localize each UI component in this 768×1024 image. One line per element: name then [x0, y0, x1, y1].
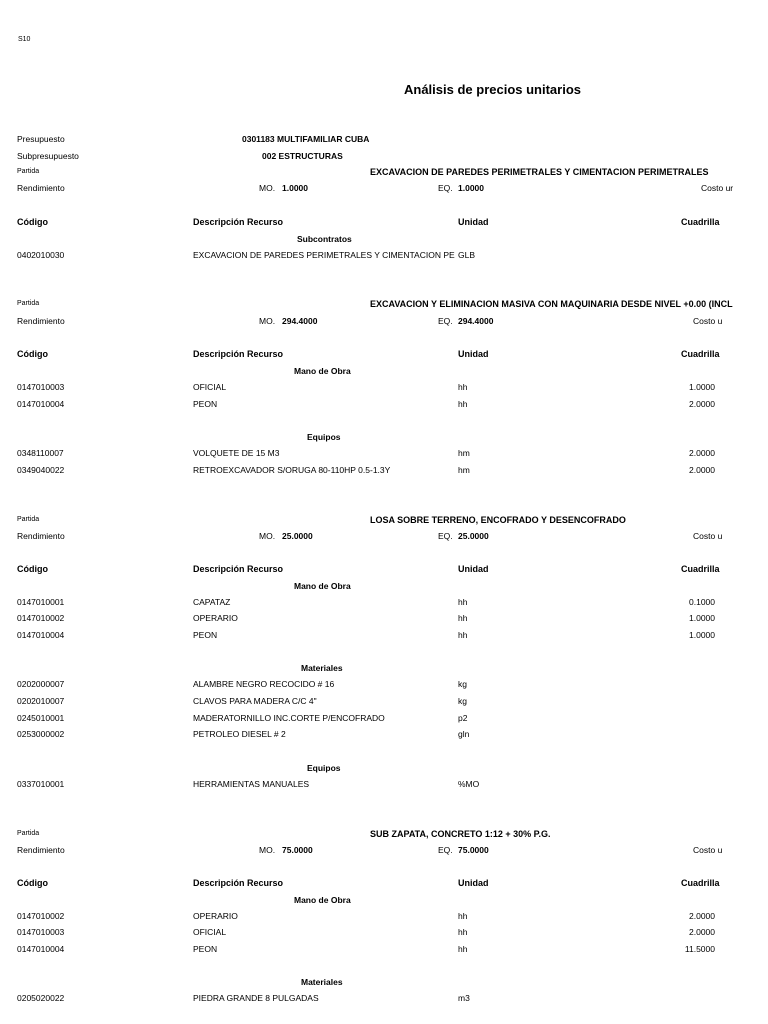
rendimiento-label: Rendimiento: [17, 845, 65, 855]
resource-unit: hh: [458, 630, 468, 640]
resource-unit: %MO: [458, 779, 480, 789]
group-title: Equipos: [307, 432, 341, 442]
resource-desc: PEON: [193, 399, 218, 409]
partida-title: EXCAVACION DE PAREDES PERIMETRALES Y CIMENTACION PERIMETRALES: [370, 167, 709, 177]
resource-code: 0147010003: [17, 382, 65, 392]
resource-unit: hh: [458, 399, 468, 409]
resource-code: 0147010002: [17, 613, 65, 623]
costo-unitario-label: Costo u: [693, 845, 723, 855]
resource-cuadrilla: 1.0000: [689, 630, 715, 640]
resource-desc: CLAVOS PARA MADERA C/C 4": [193, 696, 317, 706]
report-code: S10: [18, 36, 31, 43]
resource-desc: MADERATORNILLO INC.CORTE P/ENCOFRADO: [193, 713, 385, 723]
col-codigo: Código: [17, 349, 48, 359]
eq-label: EQ.: [438, 316, 453, 326]
col-descripcion: Descripción Recurso: [193, 217, 284, 227]
resource-code: 0147010004: [17, 944, 65, 954]
col-cuadrilla: Cuadrilla: [681, 349, 720, 359]
resource-unit: p2: [458, 713, 468, 723]
partida-title: SUB ZAPATA, CONCRETO 1:12 + 30% P.G.: [370, 829, 551, 839]
resource-desc: PEON: [193, 944, 218, 954]
resource-cuadrilla: 2.0000: [689, 927, 715, 937]
resource-cuadrilla: 2.0000: [689, 448, 715, 458]
resource-code: 0205020022: [17, 993, 65, 1003]
resource-desc: EXCAVACION DE PAREDES PERIMETRALES Y CIMENTACION PE: [193, 250, 455, 260]
eq-value: 75.0000: [458, 845, 489, 855]
resource-unit: kg: [458, 679, 467, 689]
resource-unit: hm: [458, 465, 470, 475]
costo-unitario-label: Costo u: [693, 531, 723, 541]
rendimiento-label: Rendimiento: [17, 183, 65, 193]
mo-value: 25.0000: [282, 531, 313, 541]
mo-value: 1.0000: [282, 183, 308, 193]
col-codigo: Código: [17, 217, 48, 227]
eq-label: EQ.: [438, 183, 453, 193]
resource-code: 0337010001: [17, 779, 65, 789]
partida-label: Partida: [17, 300, 40, 307]
mo-value: 75.0000: [282, 845, 313, 855]
partida-title: LOSA SOBRE TERRENO, ENCOFRADO Y DESENCOFRADO: [370, 515, 626, 525]
col-cuadrilla: Cuadrilla: [681, 217, 720, 227]
page-title: Análisis de precios unitarios: [404, 82, 581, 97]
mo-value: 294.4000: [282, 316, 318, 326]
mo-label: MO.: [259, 845, 276, 855]
resource-unit: hh: [458, 382, 468, 392]
resource-unit: GLB: [458, 250, 476, 260]
col-unidad: Unidad: [458, 349, 489, 359]
col-cuadrilla: Cuadrilla: [681, 564, 720, 574]
resource-unit: m3: [458, 993, 470, 1003]
resource-desc: OFICIAL: [193, 927, 227, 937]
col-descripcion: Descripción Recurso: [193, 878, 284, 888]
resource-desc: PEON: [193, 630, 218, 640]
group-title: Mano de Obra: [294, 581, 351, 591]
resource-code: 0147010004: [17, 399, 65, 409]
group-title: Materiales: [301, 977, 343, 987]
resource-unit: hh: [458, 613, 468, 623]
col-cuadrilla: Cuadrilla: [681, 878, 720, 888]
partida-label: Partida: [17, 168, 40, 175]
partida-label: Partida: [17, 830, 40, 837]
resource-unit: hh: [458, 597, 468, 607]
resource-code: 0147010002: [17, 911, 65, 921]
costo-unitario-label: Costo ur: [701, 183, 734, 193]
resource-code: 0402010030: [17, 250, 65, 260]
resource-unit: hh: [458, 911, 468, 921]
col-descripcion: Descripción Recurso: [193, 564, 284, 574]
resource-code: 0202000007: [17, 679, 65, 689]
resource-desc: OPERARIO: [193, 613, 238, 623]
resource-unit: hh: [458, 927, 468, 937]
resource-code: 0147010004: [17, 630, 65, 640]
mo-label: MO.: [259, 531, 276, 541]
col-codigo: Código: [17, 564, 48, 574]
group-title: Materiales: [301, 663, 343, 673]
col-unidad: Unidad: [458, 878, 489, 888]
subpresupuesto-value: 002 ESTRUCTURAS: [262, 151, 343, 161]
eq-value: 1.0000: [458, 183, 484, 193]
presupuesto-label: Presupuesto: [17, 134, 65, 144]
resource-desc: PIEDRA GRANDE 8 PULGADAS: [193, 993, 319, 1003]
resource-unit: kg: [458, 696, 467, 706]
resource-desc: VOLQUETE DE 15 M3: [193, 448, 280, 458]
costo-unitario-label: Costo u: [693, 316, 723, 326]
eq-value: 294.4000: [458, 316, 494, 326]
partida-label: Partida: [17, 516, 40, 523]
group-title: Mano de Obra: [294, 366, 351, 376]
col-codigo: Código: [17, 878, 48, 888]
resource-cuadrilla: 1.0000: [689, 613, 715, 623]
col-descripcion: Descripción Recurso: [193, 349, 284, 359]
resource-cuadrilla: 1.0000: [689, 382, 715, 392]
resource-code: 0253000002: [17, 729, 65, 739]
resource-code: 0349040022: [17, 465, 65, 475]
group-title: Mano de Obra: [294, 895, 351, 905]
partida-title: EXCAVACION Y ELIMINACIÓN MASIVA CON MAQUINARIA DESDE NIVEL +0.00 (INCL: [370, 300, 733, 309]
resource-cuadrilla: 2.0000: [689, 399, 715, 409]
resource-cuadrilla: 2.0000: [689, 465, 715, 475]
resource-unit: hm: [458, 448, 470, 458]
col-unidad: Unidad: [458, 217, 489, 227]
resource-code: 0147010001: [17, 597, 65, 607]
resource-code: 0202010007: [17, 696, 65, 706]
resource-desc: PETROLEO DIESEL # 2: [193, 729, 286, 739]
eq-label: EQ.: [438, 531, 453, 541]
resource-code: 0348110007: [17, 448, 64, 458]
presupuesto-value: 0301183 MULTIFAMILIAR CUBA: [242, 134, 370, 144]
resource-code: 0245010001: [17, 713, 65, 723]
eq-label: EQ.: [438, 845, 453, 855]
eq-value: 25.0000: [458, 531, 489, 541]
col-unidad: Unidad: [458, 564, 489, 574]
resource-cuadrilla: 2.0000: [689, 911, 715, 921]
resource-code: 0147010003: [17, 927, 65, 937]
resource-desc: ALAMBRE NEGRO RECOCIDO # 16: [193, 679, 335, 689]
rendimiento-label: Rendimiento: [17, 316, 65, 326]
resource-desc: CAPATAZ: [193, 597, 231, 607]
group-title: Subcontratos: [297, 234, 352, 244]
subpresupuesto-label: Subpresupuesto: [17, 151, 79, 161]
resource-desc: OFICIAL: [193, 382, 227, 392]
group-title: Equipos: [307, 763, 341, 773]
mo-label: MO.: [259, 183, 276, 193]
resource-desc: OPERARIO: [193, 911, 238, 921]
mo-label: MO.: [259, 316, 276, 326]
resource-unit: gln: [458, 729, 470, 739]
resource-cuadrilla: 0.1000: [689, 597, 715, 607]
resource-desc: HERRAMIENTAS MANUALES: [193, 779, 310, 789]
resource-unit: hh: [458, 944, 468, 954]
rendimiento-label: Rendimiento: [17, 531, 65, 541]
resource-cuadrilla: 11.5000: [684, 944, 715, 954]
resource-desc: RETROEXCAVADOR S/ORUGA 80-110HP 0.5-1.3Y: [193, 465, 391, 475]
